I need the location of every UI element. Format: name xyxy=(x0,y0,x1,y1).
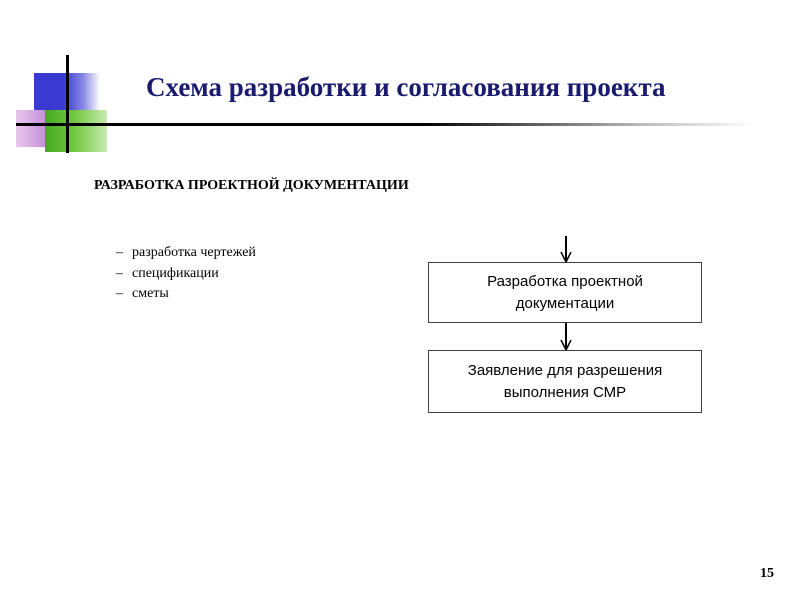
incoming-arrow xyxy=(561,236,571,262)
bullet-text: сметы xyxy=(132,286,169,301)
flow-node-design-docs xyxy=(428,262,702,323)
bullet-dash: – xyxy=(116,286,123,301)
slide-title: Схема разработки и согласования проекта xyxy=(146,72,666,102)
bullet-dash: – xyxy=(116,245,123,260)
flow-node-label: Разработка проектной документации xyxy=(487,272,643,312)
bullet-text: разработка чертежей xyxy=(132,245,256,260)
page-number: 15 xyxy=(760,566,774,581)
flow-node-permit-application xyxy=(428,350,702,413)
flow-node-label: Заявление для разрешения выполнения СМР xyxy=(467,361,663,401)
connector-arrow xyxy=(561,323,571,350)
bullet-dash: – xyxy=(116,265,123,281)
bullet-text: спецификации xyxy=(132,265,219,281)
section-heading: РАЗРАБОТКА ПРОЕКТНОЙ ДОКУМЕНТАЦИИ xyxy=(94,178,409,193)
